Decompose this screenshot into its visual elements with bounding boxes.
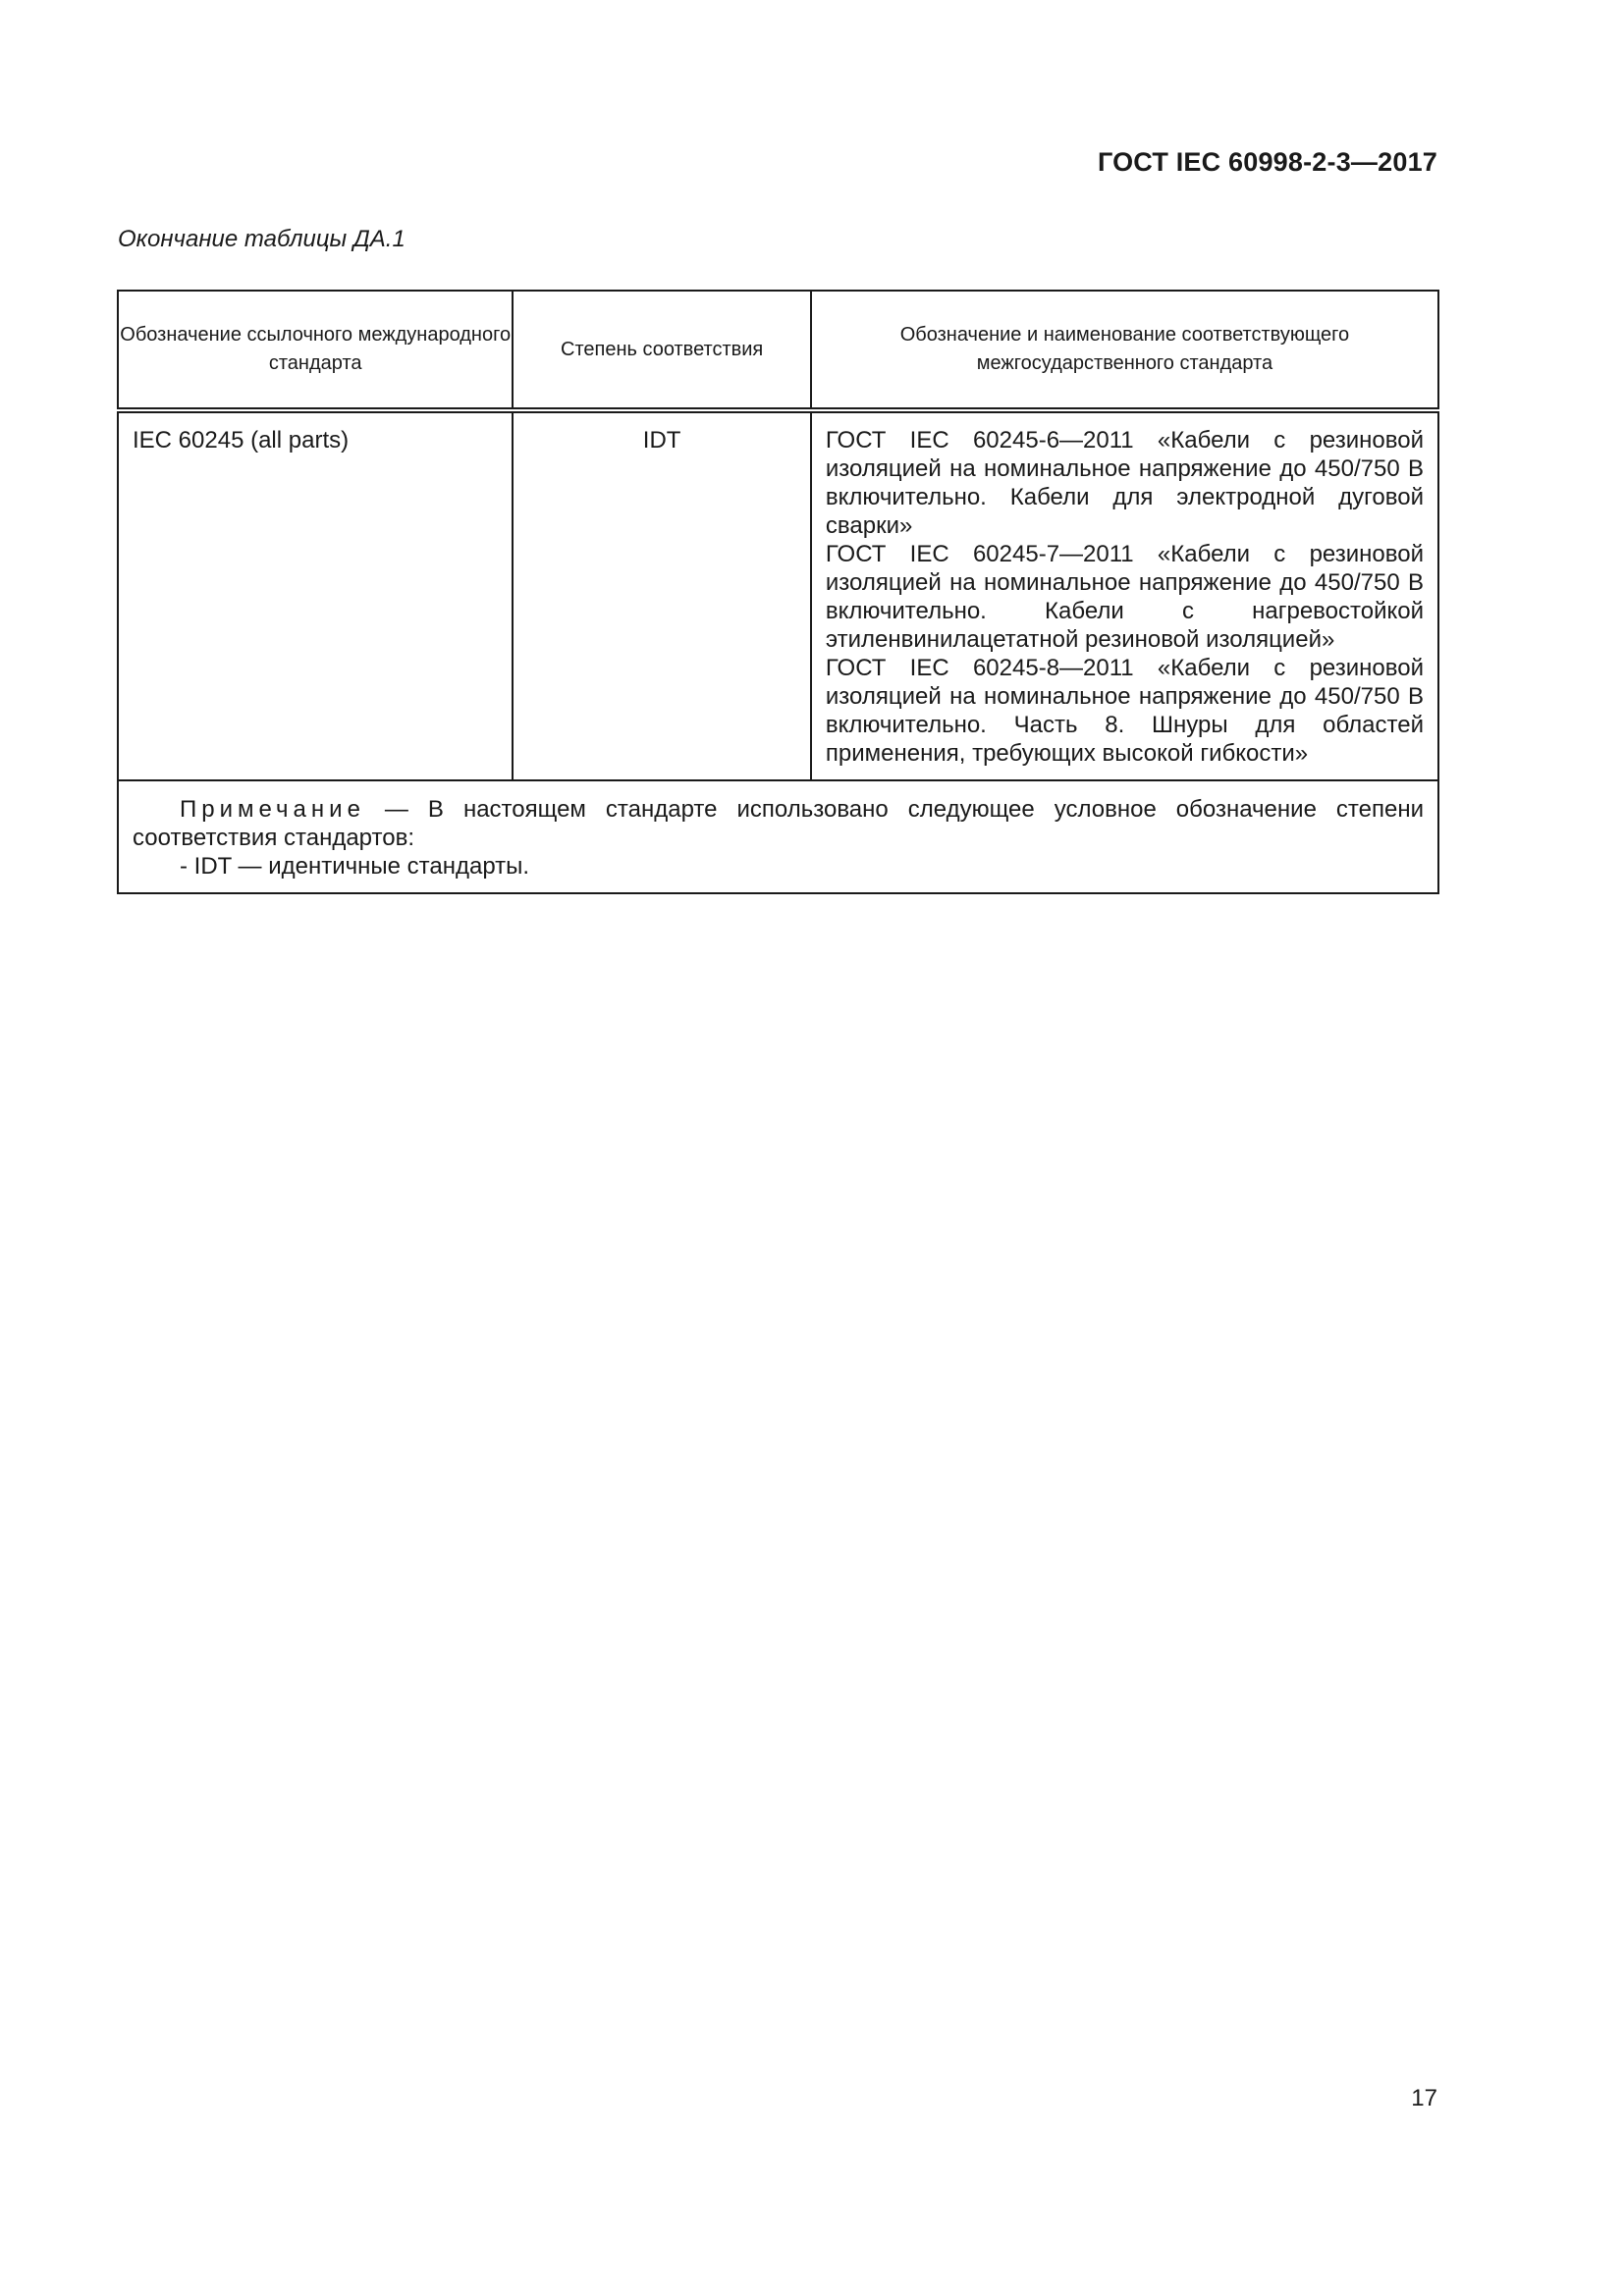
cell-interstate	[811, 410, 1438, 780]
column-header-reference: Обозначение ссылочного международного стандарта	[118, 291, 513, 410]
table-note-row	[118, 780, 1438, 893]
table-row	[118, 410, 1438, 780]
cell-degree: IDT	[513, 410, 811, 780]
note-label: Примечание	[180, 796, 365, 823]
note-body: — В настоящем стандарте использовано следующее условное обозначение степени соответствия стандартов:	[133, 796, 1424, 851]
column-header-interstate: Обозначение и наименование соответствующего межгосударственного стандарта	[811, 291, 1438, 410]
interstate-entry: ГОСТ IEC 60245-6—2011 «Кабели с резиновой изоляцией на номинальное напряжение до 450/750 В включительно. Кабели для электродной дуговой сварки»	[825, 427, 1424, 539]
interstate-entry: ГОСТ IEC 60245-7—2011 «Кабели с резиновой изоляцией на номинальное напряжение до 450/750 В включительно. Кабели с нагревостойкой этиленвинилацетатной резиновой изоляцией»	[825, 541, 1424, 653]
note-text	[133, 795, 1424, 852]
table-header-row	[118, 291, 1438, 410]
document-code: ГОСТ IEC 60998-2-3—2017	[1097, 147, 1437, 177]
interstate-entry: ГОСТ IEC 60245-8—2011 «Кабели с резиновой изоляцией на номинальное напряжение до 450/750 В включительно. Часть 8. Шнуры для областей применения, требующих высокой гибкости»	[825, 655, 1424, 767]
note-cell	[118, 780, 1438, 893]
note-list-item: - IDT — идентичные стандарты.	[180, 853, 530, 880]
column-header-degree: Степень соответствия	[513, 291, 811, 410]
table-caption: Окончание таблицы ДА.1	[118, 226, 406, 252]
page-number: 17	[1411, 2085, 1437, 2111]
cell-reference: IEC 60245 (all parts)	[118, 410, 513, 780]
reference-standards-table	[117, 290, 1439, 894]
